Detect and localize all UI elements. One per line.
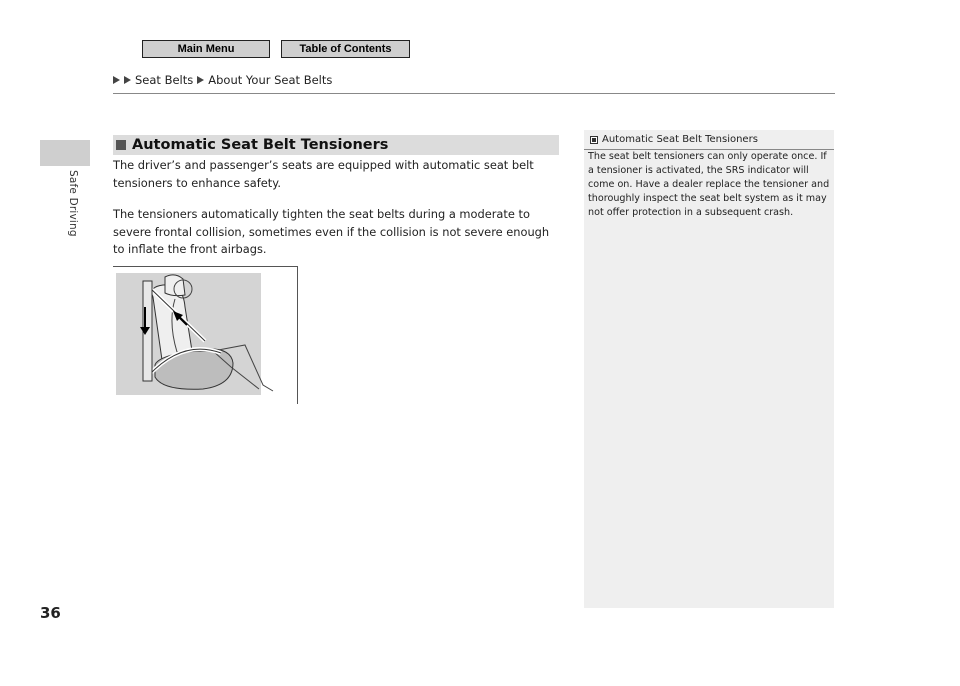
body-paragraph: The driver’s and passenger’s seats are equipped with automatic seat belt tensioners to enhance safety. xyxy=(113,158,534,190)
triangle-right-icon xyxy=(124,76,131,84)
note-icon xyxy=(590,136,598,144)
square-bullet-icon xyxy=(116,140,126,150)
body-paragraph: The tensioners automatically tighten the seat belts during a moderate to severe frontal collision, sometimes even if the collision is not severe enough to inflate the front airbags. xyxy=(113,207,550,256)
section-title: Automatic Seat Belt Tensioners xyxy=(132,137,389,153)
note-title: Automatic Seat Belt Tensioners xyxy=(602,134,758,145)
breadcrumb-item-seat-belts[interactable]: Seat Belts xyxy=(135,73,194,87)
page-number: 36 xyxy=(40,604,61,622)
breadcrumb xyxy=(113,73,332,87)
note-body: The seat belt tensioners can only operate once. If a tensioner is activated, the SRS indicator will come on. Have a dealer replace the tensioner and thoroughly inspect the seat belt system as it may not offer protection in a subsequent crash. xyxy=(588,151,830,218)
seat-belt-tensioner-illustration xyxy=(113,266,298,404)
section-header xyxy=(113,135,559,155)
seat-illustration-graphic xyxy=(113,267,298,405)
section-tab xyxy=(40,140,90,166)
note-header xyxy=(590,134,758,145)
main-menu-button[interactable]: Main Menu xyxy=(142,40,270,58)
table-of-contents-button[interactable]: Table of Contents xyxy=(281,40,410,58)
breadcrumb-item-about-seat-belts[interactable]: About Your Seat Belts xyxy=(208,73,333,87)
triangle-right-icon xyxy=(197,76,204,84)
triangle-right-icon xyxy=(113,76,120,84)
section-label: Safe Driving xyxy=(67,170,79,237)
note-panel xyxy=(584,130,834,608)
header-divider xyxy=(113,93,835,94)
